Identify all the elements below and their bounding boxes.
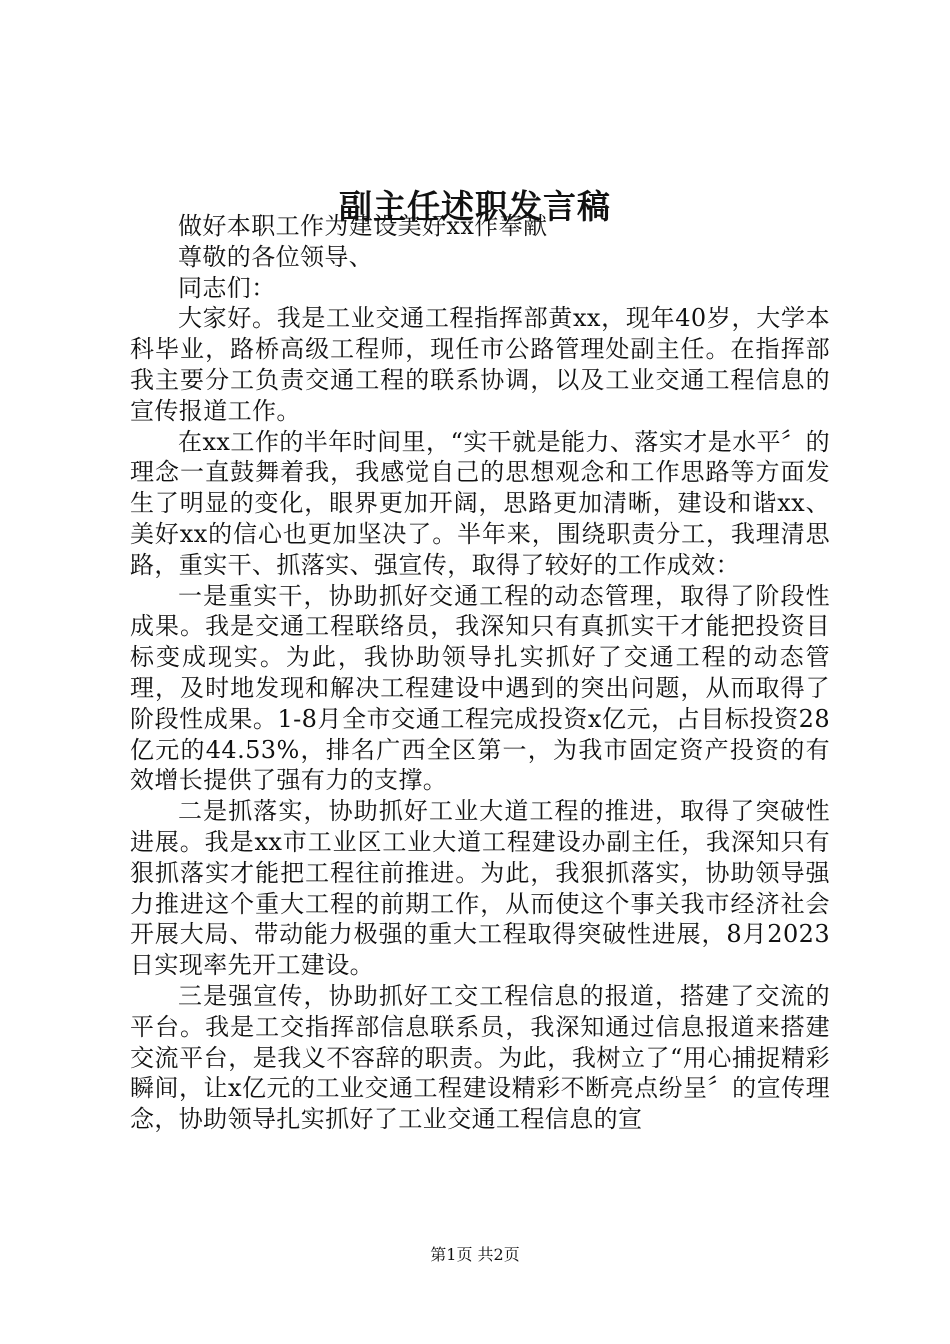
page-footer: 第1页 共2页	[430, 1245, 520, 1264]
salutation-line-2: 同志们：	[178, 273, 276, 302]
intro-paragraph: 大家好。我是工业交通工程指挥部黄xx，现年40岁，大学本科毕业，路桥高级工程师，现任市公路管理处副主任。在指挥部我主要分工负责交通工程的联系协调，以及工业交通工程信息的宣传报道工作。	[130, 304, 830, 425]
subtitle-paragraph: 做好本职工作为建设美好xx作奉献	[178, 212, 548, 240]
summary-paragraph: 在xx工作的半年时间里，“实干就是能力、落实才是水平〞的理念一直鼓舞着我，我感觉自己的思想观念和工作思路等方面发生了明显的变化，眼界更加开阔，思路更加清晰，建设和谐xx、美好xx的信心也更加坚决了。半年来，围绕职责分工，我理清思路，重实干、抓落实、强宣传，取得了较好的工作成效：	[130, 427, 830, 579]
point-two-paragraph: 二是抓落实，协助抓好工业大道工程的推进，取得了突破性进展。我是xx市工业区工业大道工程建设办副主任，我深知只有狠抓落实才能把工程往前推进。为此，我狠抓落实，协助领导强力推进这个重大工程的前期工作，从而使这个事关我市经济社会开展大局、带动能力极强的重大工程取得突破性进展，8月2023日实现率先开工建设。	[130, 797, 830, 980]
document-body	[130, 211, 830, 1135]
point-three-paragraph: 三是强宣传，协助抓好工交工程信息的报道，搭建了交流的平台。我是工交指挥部信息联系员，我深知通过信息报道来搭建交流平台，是我义不容辞的职责。为此，我树立了“用心捕捉精彩瞬间，让x亿元的工业交通工程建设精彩不断亮点纷呈〞的宣传理念，协助领导扎实抓好了工业交通工程信息的宣	[130, 981, 830, 1134]
point-one-paragraph: 一是重实干，协助抓好交通工程的动态管理，取得了阶段性成果。我是交通工程联络员，我深知只有真抓实干才能把投资目标变成现实。为此，我协助领导扎实抓好了交通工程的动态管理，及时地发现和解决工程建设中遇到的突出问题，从而取得了阶段性成果。1-8月全市交通工程完成投资x亿元，占目标投资28亿元的44.53%，排名广西全区第一，为我市固定资产投资的有效增长提供了强有力的支撑。	[130, 581, 830, 795]
document-title: 副主任述职发言稿	[339, 187, 611, 226]
salutation-line-1: 尊敬的各位领导、	[178, 242, 374, 271]
